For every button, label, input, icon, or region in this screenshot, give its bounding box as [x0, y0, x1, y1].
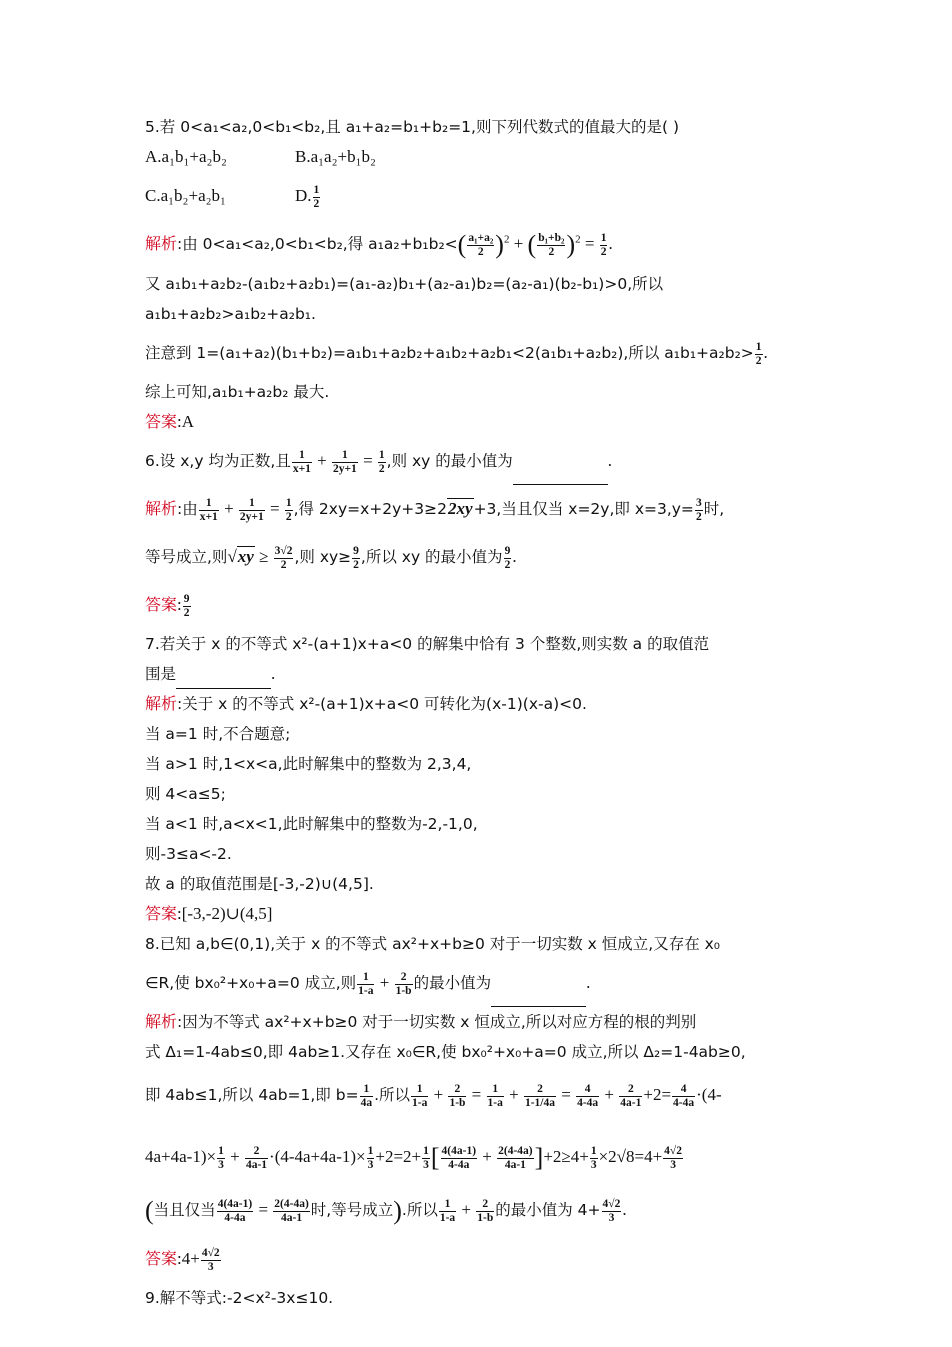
q5-option-d: D. — [295, 186, 312, 205]
q8-solution-text-2: 式 Δ₁=1-4ab≤0,即 4ab≥1.又存在 x₀∈R,使 bx₀²+x₀+a=0 成立,所以 Δ₂=1-4ab≥0, — [145, 1043, 746, 1062]
q8-solution-line-1 — [145, 1007, 810, 1037]
q5-solution-text-5: 综上可知,a₁b₁+a₂b₂ 最大. — [145, 383, 330, 402]
q7-solution-label: 解析 — [145, 694, 178, 714]
q5-solution-line-3 — [145, 299, 810, 329]
q8-solution-text-5c: .所以 — [401, 1201, 438, 1220]
q5-stem-text: 5.若 0<a₁<a₂,0<b₁<b₂,且 a₁+a₂=b₁+b₂=1,则下列代数式的值最大的是( ) — [145, 118, 679, 136]
q7-solution-text-4: 则 4<a≤5; — [145, 785, 226, 804]
q8-solution-text-5a: 当且仅当 — [153, 1201, 216, 1220]
q8-solution-text-5d: 的最小值为 4+ — [495, 1201, 601, 1220]
q8-solution-text-3c: +2= — [643, 1085, 672, 1105]
q8-stem-text-2b: 的最小值为 — [413, 974, 492, 993]
q5-solution-label: 解析 — [145, 234, 178, 253]
q7-solution-line-3 — [145, 749, 810, 779]
q5-answer-value: :A — [177, 412, 195, 432]
fraction-one-half: $\frac{1}{2}$ — [313, 183, 320, 210]
q5-option-b: B.a₁a₂+b₁b₂ — [295, 147, 376, 166]
q8-solution-line-2 — [145, 1037, 810, 1067]
q5-stem — [145, 112, 810, 142]
q8-solution-text-4d: +2≥4+ — [543, 1147, 589, 1167]
q5-solution-line-2 — [145, 269, 810, 299]
q6-answer-blank — [513, 468, 608, 485]
q6-solution-text-1b: ,得 2xy=x+2y+3≥2 — [293, 500, 448, 519]
q7-stem-text-2: 围是 — [145, 665, 177, 684]
q6-solution-text-1a: :由 — [177, 500, 198, 519]
q6-stem-text-b: ,则 xy 的最小值为 — [386, 452, 513, 471]
q5-option-c: C.a₁b₂+a₂b₁ — [145, 186, 226, 205]
q8-solution-text-1: :因为不等式 ax²+x+b≥0 对于一切实数 x 恒成立,所以对应方程的根的判别 — [177, 1013, 697, 1032]
q8-solution-label: 解析 — [145, 1012, 178, 1032]
q6-solution-text-1d: 时, — [703, 500, 725, 519]
q7-solution-text-6: 则-3≤a<-2. — [145, 845, 232, 864]
q6-solution-line-2: 等号成立,则√xy ≥ $\frac{3√2}{2}$ ,则 xy≥ $\frac{9}{2}$ ,所以 xy 的最小值为 $\frac{9}{2}$ . — [145, 544, 517, 571]
q6-solution-label: 解析 — [145, 499, 178, 519]
document-page — [145, 112, 810, 1313]
q6-answer-value: : — [177, 595, 182, 615]
q8-answer-label: 答案 — [145, 1249, 178, 1269]
q5-options-cd — [145, 172, 810, 220]
q8-solution-text-4e: ×2√8=4+ — [598, 1147, 663, 1167]
q5-answer — [145, 407, 810, 437]
q8-answer: 答案:4+ $\frac{4√2}{3}$ — [145, 1246, 220, 1273]
q6-answer-label: 答案 — [145, 595, 178, 615]
q8-solution-line-4: 4a+4a-1)× $\frac{1}{3}$ + $\frac{2}{4a-1}$ ·(4-4a+4a-1)× $\frac{1}{3}$ +2=2+ $\frac{1}{3}$ [ $\frac{4(4a-1)}{4-4a}$ + $\frac{2(4-4a)}{4a-1}$ ]+2≥4+ $\frac{1}{3}$ ×2√8=4+ $\frac{4√2}{3}$ — [145, 1143, 682, 1173]
q7-stem-line-2: 围是 . — [145, 659, 810, 689]
q5-solution-line-4: 注意到 1=(a₁+a₂)(b₁+b₂)=a₁b₁+a₂b₂+a₁b₂+a₂b₁<2(a₁b₁+a₂b₂),所以 a₁b₁+a₂b₂> $\frac{1}{2}$ . — [145, 340, 768, 367]
q7-answer-value: :[-3,-2)∪(4,5] — [177, 904, 273, 924]
q7-answer-label: 答案 — [145, 904, 178, 924]
q7-stem-line-1 — [145, 629, 810, 659]
q8-solution-text-4b: ·(4-4a+4a-1)× — [269, 1147, 366, 1167]
q8-solution-text-3d: ·(4- — [696, 1085, 722, 1105]
q8-stem-text-2a: ∈R,使 bx₀²+x₀+a=0 成立,则 — [145, 974, 357, 993]
q5-solution-text-4: 注意到 1=(a₁+a₂)(b₁+b₂)=a₁b₁+a₂b₂+a₁b₂+a₂b₁<2(a₁b₁+a₂b₂),所以 a₁b₁+a₂b₂> — [145, 344, 754, 363]
q6-answer: 答案: $\frac{9}{2}$ — [145, 592, 190, 619]
q6-stem-text-a: 6.设 x,y 均为正数,且 — [145, 452, 291, 471]
q5-solution-text-1: :由 0<a₁<a₂,0<b₁<b₂,得 a₁a₂+b₁b₂< — [177, 235, 458, 253]
q7-stem-text-1: 7.若关于 x 的不等式 x²-(a+1)x+a<0 的解集中恰有 3 个整数,则实数 a 的取值范 — [145, 635, 710, 654]
q8-stem-text-1: 8.已知 a,b∈(0,1),关于 x 的不等式 ax²+x+b≥0 对于一切实数 x 恒成立,又存在 x₀ — [145, 935, 721, 954]
q8-solution-text-3a: 即 4ab≤1,所以 4ab=1,即 b= — [145, 1086, 359, 1105]
q5-answer-label: 答案 — [145, 412, 178, 432]
q8-answer-blank — [491, 990, 586, 1007]
q7-solution-text-2: 当 a=1 时,不合题意; — [145, 725, 291, 744]
q7-solution-line-6 — [145, 839, 810, 869]
q6-solution-text-2b: ,则 xy≥ — [294, 548, 352, 567]
q9-stem — [145, 1283, 810, 1313]
q6-solution-text-2a: 等号成立,则 — [145, 548, 228, 567]
q5-solution-text-2: 又 a₁b₁+a₂b₂-(a₁b₂+a₂b₁)=(a₁-a₂)b₁+(a₂-a₁)b₂=(a₂-a₁)(b₂-b₁)>0,所以 — [145, 275, 664, 294]
q8-solution-line-3: 即 4ab≤1,所以 4ab=1,即 b= $\frac{1}{4a}$ .所以 $\frac{1}{1-a}$ + $\frac{2}{1-b}$ = $\frac{1}{1-a}$ + $\frac{2}{1-1/4a}$ = $\frac{4}{4-4a}$ + $\frac{2}{4a-1}$ +2= $\frac{4}{4-4a}$ ·(4- — [145, 1082, 722, 1109]
q8-stem-line-2: ∈R,使 bx₀²+x₀+a=0 成立,则 $\frac{1}{1-a}$ + $\frac{2}{1-b}$ 的最小值为 . — [145, 959, 810, 1007]
q5-solution-line-5 — [145, 377, 810, 407]
q6-stem: 6.设 x,y 均为正数,且 $\frac{1}{x+1}$ + $\frac{1}{2y+1}$ = $\frac{1}{2}$ ,则 xy 的最小值为 . — [145, 437, 810, 485]
q7-solution-text-3: 当 a>1 时,1<x<a,此时解集中的整数为 2,3,4, — [145, 755, 472, 774]
q8-solution-text-4a: 4a+4a-1)× — [145, 1147, 217, 1167]
q6-solution-line-1: 解析:由 $\frac{1}{x+1}$ + $\frac{1}{2y+1}$ = $\frac{1}{2}$ ,得 2xy=x+2y+3≥22xy+3,当且仅当 x=2y,即 x=3,y= $\frac{3}{2}$ 时, — [145, 496, 725, 523]
q7-solution-text-1: :关于 x 的不等式 x²-(a+1)x+a<0 可转化为(x-1)(x-a)<0. — [177, 695, 587, 714]
q7-answer-blank — [176, 672, 271, 689]
q5-options-ab — [145, 142, 810, 172]
q7-answer — [145, 899, 810, 929]
q8-stem-line-1 — [145, 929, 810, 959]
q7-solution-line-2 — [145, 719, 810, 749]
q6-solution-text-2c: ,所以 xy 的最小值为 — [360, 548, 503, 567]
q8-solution-text-5b: 时,等号成立 — [310, 1201, 394, 1220]
q7-solution-line-5 — [145, 809, 810, 839]
q7-solution-text-7: 故 a 的取值范围是[-3,-2)∪(4,5]. — [145, 875, 374, 894]
q9-stem-text: 9.解不等式:-2<x²-3x≤10. — [145, 1289, 334, 1308]
q5-solution-text-3: a₁b₁+a₂b₂>a₁b₂+a₂b₁. — [145, 305, 316, 324]
q7-solution-line-1 — [145, 689, 810, 719]
q8-solution-text-4c: +2=2+ — [375, 1147, 422, 1167]
q8-solution-line-5: (当且仅当 $\frac{4(4a-1)}{4-4a}$ = $\frac{2(4-4a)}{4a-1}$ 时,等号成立).所以 $\frac{1}{1-a}$ + $\frac{2}{1-b}$ 的最小值为 4+ $\frac{4√2}{3}$ . — [145, 1196, 627, 1226]
q7-solution-line-4 — [145, 779, 810, 809]
q6-solution-text-1c: +3,当且仅当 x=2y,即 x=3,y= — [473, 500, 694, 519]
q7-solution-text-5: 当 a<1 时,a<x<1,此时解集中的整数为-2,-1,0, — [145, 815, 478, 834]
q8-answer-value: :4+ — [177, 1249, 200, 1269]
q7-solution-line-7 — [145, 869, 810, 899]
q5-solution-line-1: 解析:由 0<a₁<a₂,0<b₁<b₂,得 a₁a₂+b₁b₂<( $\frac{\text{a₁+a₂}}{2}$ )$^2$ + ( $\frac{\text{b₁+b₂}}{2}$ )$^2$ = $\frac{1}{2}$ . — [145, 230, 613, 260]
q8-solution-text-3b: .所以 — [374, 1086, 410, 1105]
q5-option-a: A.a₁b₁+a₂b₂ — [145, 147, 227, 166]
